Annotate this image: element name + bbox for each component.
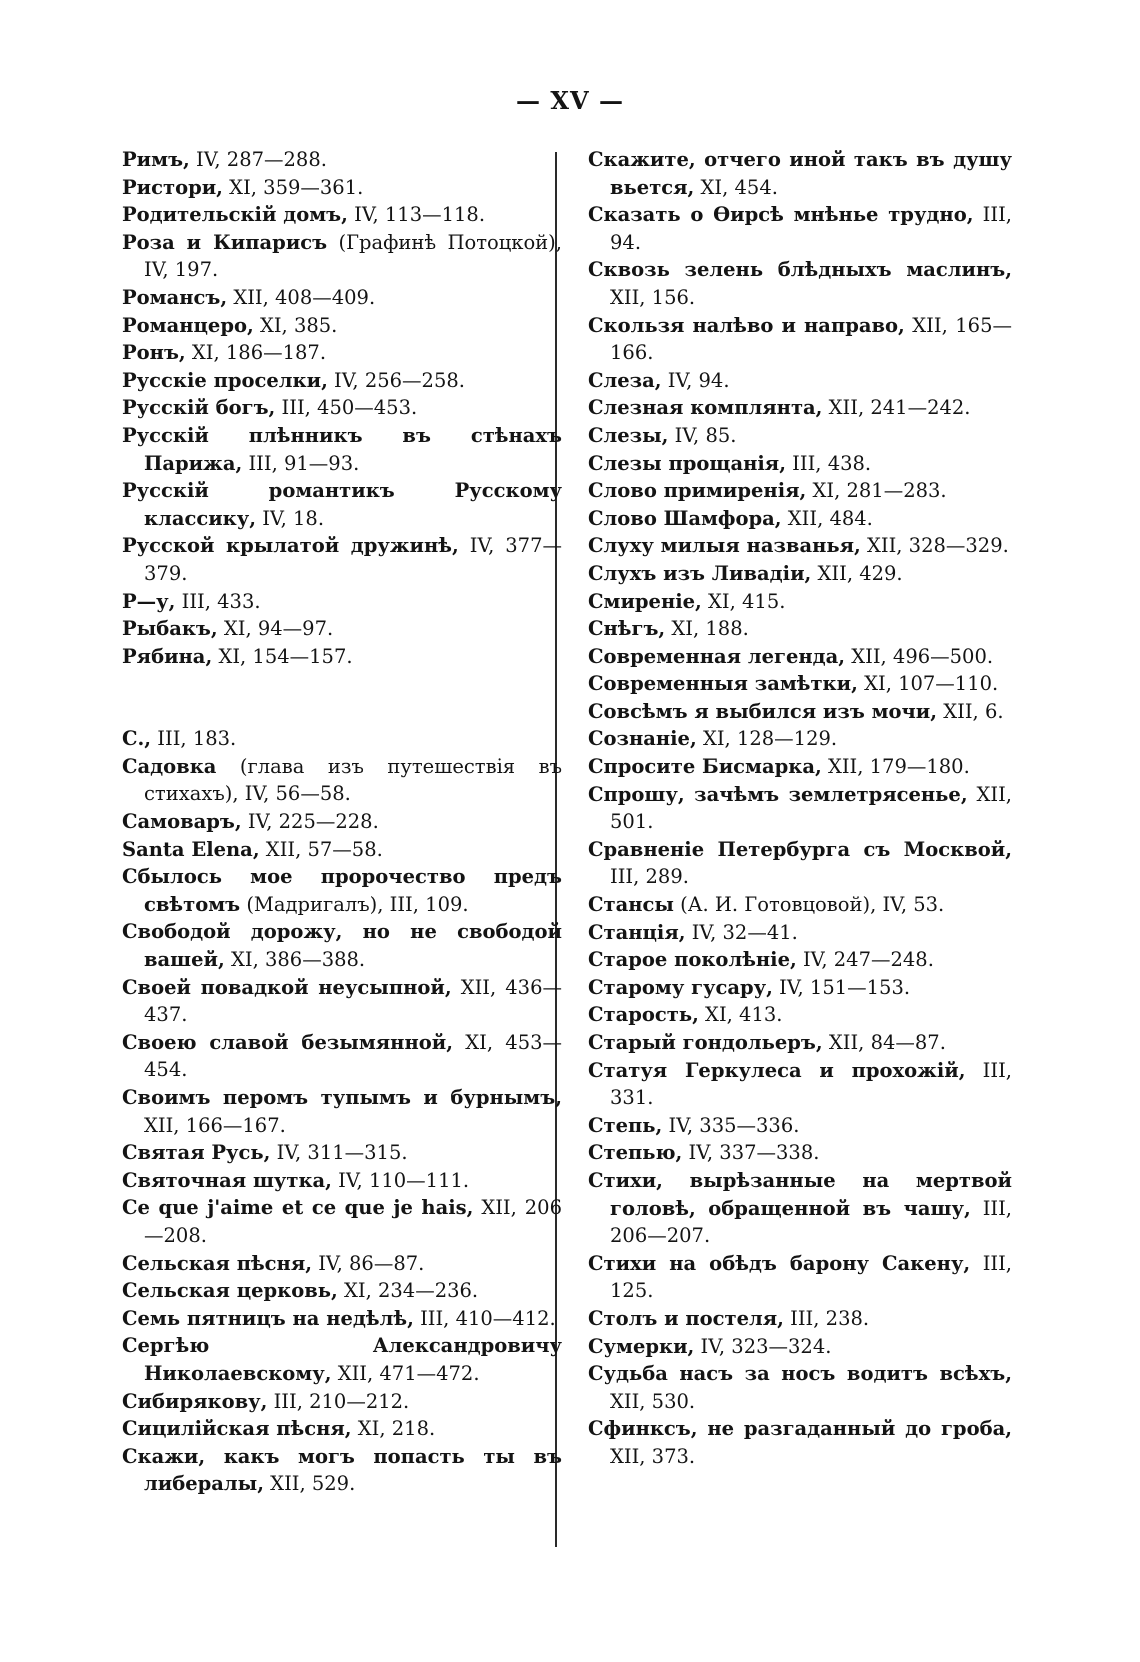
index-entry [588,1001,1012,1029]
entry-title: Скажи, какъ могъ попасть ты въ либералы, [122,1444,562,1496]
entry-title: Стансы [588,893,674,917]
entry-title: Своимъ перомъ тупымъ и бурнымъ, [122,1086,562,1109]
entry-reference: III, 210—212. [267,1389,410,1413]
entry-reference: IV, 110—111. [331,1168,470,1192]
entry-reference: XII, 165—166. [610,313,1012,365]
index-entry [588,588,1012,616]
index-entry [122,1388,562,1416]
index-entry [122,422,562,477]
entry-title: Современная легенда, [588,644,846,668]
index-entry [588,946,1012,974]
entry-reference: XII, 471—472. [331,1361,480,1385]
entry-title: Спросите Бисмарка, [588,755,822,779]
index-entry [122,1277,562,1305]
index-entry [122,588,562,616]
index-entry [588,505,1012,533]
entry-reference: III, 450—453. [275,396,418,420]
left-column [122,146,562,1498]
entry-title: Сельская пѣсня, [122,1251,313,1275]
index-entry [122,1139,562,1167]
entry-reference: IV, 323—324. [694,1334,832,1358]
entry-title: Рябина, [122,644,213,668]
entry-reference: IV, 32—41. [685,920,798,944]
entry-reference: IV, 113—118. [347,203,486,227]
index-entry [122,1194,562,1249]
entry-title: Самоваръ, [122,810,242,834]
index-entry [588,1167,1012,1250]
entry-title: Сельская церковь, [122,1279,338,1303]
entry-title: Статуя Геркулеса и прохожій, [588,1058,966,1082]
entry-title: Сознаніе, [588,727,697,751]
group-gap [122,670,562,725]
entry-reference: IV, 287—288. [189,148,327,171]
index-entry [588,1112,1012,1140]
entry-reference: III, 94. [610,203,1012,254]
entry-title: Судьба насъ за носъ водитъ всѣхъ, [588,1362,1012,1386]
index-entry [588,146,1012,201]
entry-title: С., [122,727,152,751]
index-entry [588,753,1012,781]
entry-reference: XII, 84—87. [822,1031,946,1054]
entry-title: Сбылось мое пророчество предъ свѣтомъ [122,865,562,916]
entry-reference: XII, 373. [610,1444,696,1468]
entry-reference: IV, 247—248. [796,948,934,972]
index-entry [588,974,1012,1002]
index-entry [122,836,562,864]
entry-title: Русскіе проселки, [122,368,328,392]
index-entry [588,643,1012,671]
index-entry [122,174,562,202]
entry-reference: (Мадригалъ), III, 109. [240,892,469,916]
index-entry [588,1029,1012,1057]
entry-reference: XII, 206—208. [144,1196,562,1247]
right-column [588,146,1012,1471]
index-entry [122,1029,562,1084]
index-entry [122,1332,562,1387]
entry-title: Роза и Кипарисъ [122,230,328,254]
entry-title: Слеза, [588,368,662,392]
entry-title: Стихи, вырѣзанные на мертвой головѣ, обращенной въ чашу, [588,1168,1012,1220]
entry-reference: XII, 6. [937,699,1004,723]
index-entry [588,615,1012,643]
entry-reference: IV, 256—258. [327,368,465,392]
entry-reference: III, 289. [610,865,689,889]
entry-reference: IV, 225—228. [241,810,379,834]
entry-reference: XI, 415. [701,589,786,613]
entry-reference: XI, 359—361. [222,175,364,199]
entry-reference: IV, 94. [661,368,730,392]
entry-title: Сергѣю Александровичу Николаевскому, [122,1334,562,1385]
index-entry [588,1139,1012,1167]
entry-title: Семь пятницъ на недѣлѣ, [122,1306,414,1330]
entry-title: Сквозь зелень блѣдныхъ маслинъ, [588,258,1012,282]
entry-reference: XI, 94—97. [217,617,334,641]
entry-reference: XI, 154—157. [212,644,353,668]
index-entry [588,891,1012,919]
entry-reference: III, 433. [175,589,261,613]
entry-title: Слухъ изъ Ливадіи, [588,561,812,585]
index-entry [588,367,1012,395]
index-entry [588,477,1012,505]
entry-reference: IV, 85. [668,423,737,447]
index-group-s [122,725,562,1498]
index-entry [588,836,1012,891]
entry-title: Совсѣмъ я выбился изъ мочи, [588,699,938,723]
entry-title: Свободой дорожу, но не свободой вашей, [122,920,562,972]
entry-title: Ce que j'aime et ce que je hais, [122,1196,474,1220]
index-group-s-continued [588,146,1012,1471]
entry-reference: XII, 241—242. [822,396,971,420]
entry-reference: XI, 128—129. [696,727,838,751]
entry-title: Скользя налѣво и направо, [588,313,905,337]
entry-reference: XII, 57—58. [259,837,383,861]
entry-reference: III, 238. [783,1306,870,1330]
entry-title: Своей повадкой неусыпной, [122,975,452,999]
index-entry [588,312,1012,367]
index-entry [588,1057,1012,1112]
index-entry [122,394,562,422]
index-entry [122,1443,562,1498]
entry-title: Слово примиренія, [588,479,807,503]
entry-reference: (А. И. Готовцовой), IV, 53. [673,893,945,917]
index-entry [122,615,562,643]
entry-reference: IV, 335—336. [662,1113,800,1137]
entry-reference: XI, 385. [253,313,338,337]
index-group-r [122,146,562,670]
entry-reference: XII, 156. [610,285,696,309]
index-entry [588,532,1012,560]
index-entry [588,725,1012,753]
entry-title: Сицилійская пѣсня, [122,1417,352,1441]
index-entry [122,863,562,918]
entry-title: Русскій богъ, [122,396,276,420]
index-entry [588,1333,1012,1361]
index-entry [122,532,562,587]
index-entry [588,394,1012,422]
entry-reference: (Графинѣ Потоцкой), IV, 197. [144,230,562,282]
entry-title: Русской крылатой дружинѣ, [122,534,459,558]
index-entry [588,1360,1012,1415]
entry-title: Степью, [588,1141,683,1165]
entry-title: Сравненіе Петербурга съ Москвой, [588,837,1012,861]
index-entry [588,422,1012,450]
index-entry [588,698,1012,726]
entry-reference: IV, 311—315. [270,1141,408,1165]
index-entry [588,781,1012,836]
entry-reference: III, 125. [610,1251,1012,1303]
entry-reference: IV, 86—87. [312,1251,425,1275]
entry-reference: IV, 151—153. [772,975,911,999]
entry-reference: XII, 429. [811,561,903,585]
entry-reference: XI, 413. [698,1003,783,1027]
index-entry [122,1167,562,1195]
index-entry [122,312,562,340]
entry-title: Ристори, [122,175,223,199]
entry-title: Святая Русь, [122,1141,271,1165]
entry-title: Сибирякову, [122,1389,268,1413]
entry-title: Спрошу, зачѣмъ землетрясенье, [588,782,968,806]
index-entry [122,201,562,229]
entry-reference: XII, 484. [781,506,873,530]
entry-title: Садовка [122,754,217,778]
entry-title: Станція, [588,920,686,944]
entry-reference: XII, 496—500. [845,644,994,668]
index-entry [122,725,562,753]
entry-reference: XII, 529. [263,1472,356,1496]
index-entry [122,1305,562,1333]
entry-reference: XII, 436—437. [144,975,562,1027]
entry-title: Смиреніе, [588,589,702,613]
entry-reference: XII, 530. [610,1389,696,1413]
entry-reference: III, 438. [785,451,872,475]
entry-title: Р—у, [122,589,176,613]
entry-reference: XI, 234—236. [337,1279,479,1303]
entry-reference: XII, 166—167. [144,1113,286,1137]
entry-title: Своею славой безымянной, [122,1030,453,1054]
entry-reference: XI, 218. [351,1417,436,1441]
index-entry [588,1250,1012,1305]
entry-title: Святочная шутка, [122,1168,332,1192]
entry-title: Слезы прощанія, [588,451,786,475]
entry-title: Слово Шамфора, [588,506,782,530]
entry-reference: IV, 337—338. [682,1141,820,1165]
index-entry [588,919,1012,947]
entry-reference: XII, 501. [610,782,1012,834]
entry-title: Слезная комплянта, [588,396,823,420]
entry-reference: XII, 328—329. [860,534,1009,558]
index-entry [122,643,562,671]
entry-reference: XII, 179—180. [821,755,970,779]
index-entry [588,1415,1012,1470]
index-entry [122,229,562,284]
entry-reference: III, 183. [151,727,237,751]
index-entry [588,1305,1012,1333]
index-entry [122,974,562,1029]
entry-reference: (глава изъ путешествія въ стихахъ), IV, 56—58. [144,754,562,806]
entry-title: Слуху милыя названья, [588,534,861,558]
index-entry [122,1084,562,1139]
entry-title: Родительскій домъ, [122,203,348,227]
entry-reference: XI, 453—454. [144,1030,563,1082]
entry-title: Русскій романтикъ Русскому классику, [122,479,562,530]
entry-title: Римъ, [122,148,190,171]
entry-title: Снѣгъ, [588,617,666,641]
entry-title: Русскій плѣнникъ въ стѣнахъ Парижа, [122,423,562,475]
entry-title: Старому гусару, [588,975,773,999]
entry-reference: XI, 188. [665,617,749,641]
entry-reference: IV, 18. [256,506,325,530]
entry-reference: XI, 107—110. [857,672,999,696]
entry-title: Santa Elena, [122,837,260,861]
index-entry [122,753,562,808]
entry-reference: XI, 281—283. [806,479,947,503]
index-entry [122,477,562,532]
entry-title: Столъ и постеля, [588,1306,784,1330]
entry-title: Романцеро, [122,313,254,337]
entry-title: Слезы, [588,423,669,447]
index-entry [588,201,1012,256]
entry-reference: III, 410—412. [413,1306,556,1330]
index-entry [588,560,1012,588]
entry-title: Современныя замѣтки, [588,672,858,696]
entry-reference: XI, 186—187. [185,341,327,365]
entry-title: Старость, [588,1003,699,1027]
page-number: — XV — [516,86,624,115]
index-entry [588,256,1012,311]
index-entry [122,808,562,836]
index-entry [122,284,562,312]
index-entry [122,339,562,367]
entry-title: Ронъ, [122,341,186,365]
entry-reference: XI, 386—388. [224,948,366,972]
entry-reference: III, 331. [610,1058,1012,1110]
entry-title: Сфинксъ, не разгаданный до гроба, [588,1417,1012,1441]
entry-title: Скажите, отчего иной такъ въ душу вьется, [588,148,1012,199]
index-entry [122,146,562,174]
entry-title: Романсъ, [122,285,228,309]
entry-title: Сказать о Ѳирсѣ мнѣнье трудно, [588,203,974,227]
index-entry [122,367,562,395]
entry-title: Старый гондольеръ, [588,1031,823,1054]
entry-reference: IV, 377—379. [144,534,562,585]
index-entry [122,1250,562,1278]
entry-reference: III, 206—207. [610,1196,1012,1248]
index-entry [588,670,1012,698]
entry-title: Сумерки, [588,1334,695,1358]
entry-title: Старое поколѣніе, [588,948,797,972]
entry-reference: XII, 408—409. [227,285,376,309]
entry-reference: III, 91—93. [242,451,360,475]
index-entry [588,450,1012,478]
index-entry [122,1415,562,1443]
entry-reference: XI, 454. [694,175,778,199]
entry-title: Стихи на обѣдъ барону Сакену, [588,1251,971,1275]
entry-title: Степь, [588,1113,663,1137]
index-entry [122,918,562,973]
entry-title: Рыбакъ, [122,617,218,641]
